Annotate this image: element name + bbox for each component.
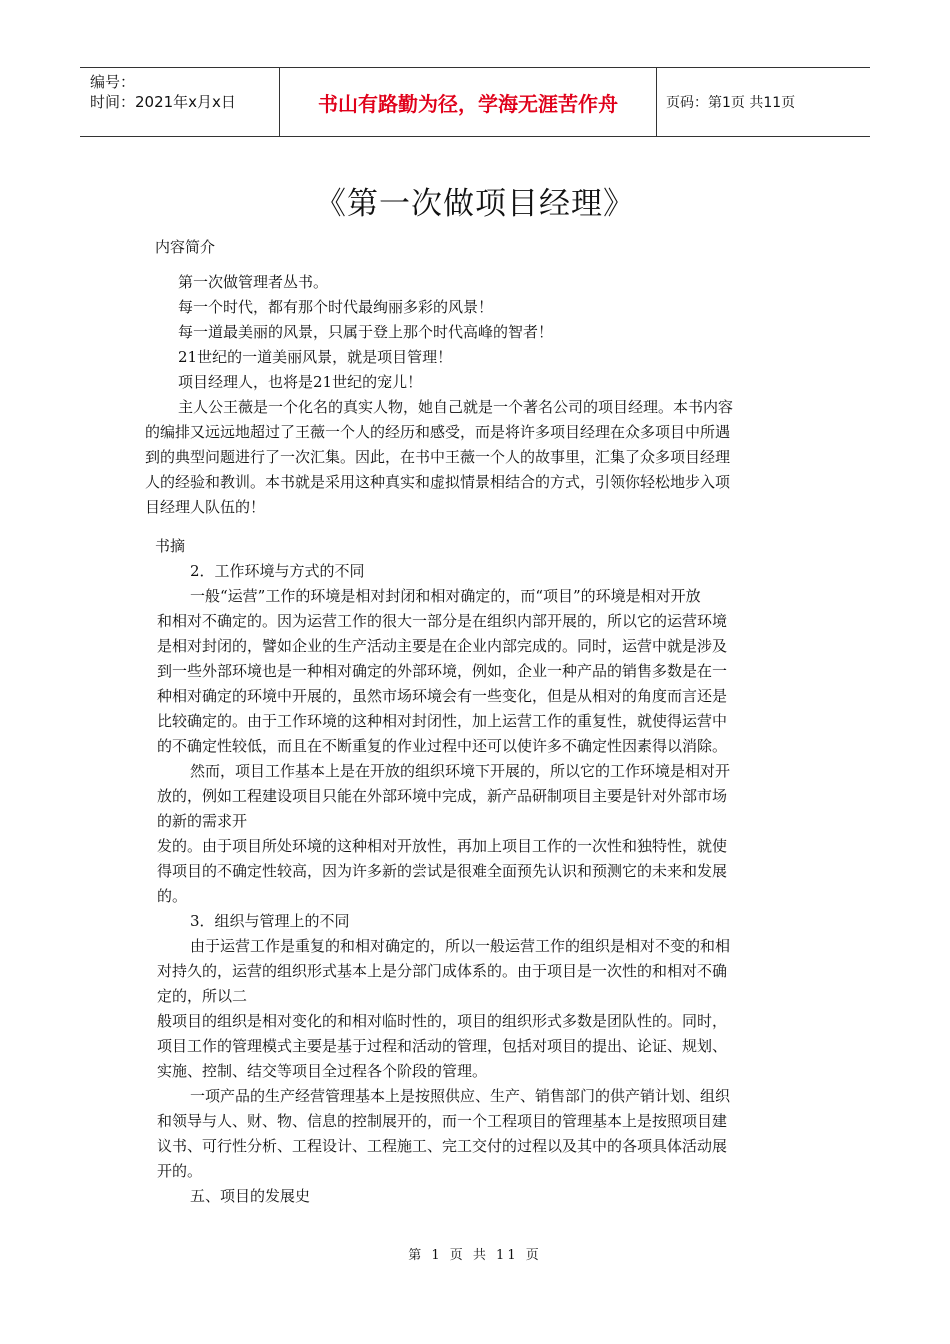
paragraph-line: 对持久的，运营的组织形式基本上是分部门成体系的。由于项目是一次性的和相对不确 (157, 962, 728, 980)
motto: 书山有路勤为径，学海无涯苦作舟 (280, 68, 657, 136)
paragraph-line: 得项目的不确定性较高，因为许多新的尝试是很难全面预先认识和预测它的未来和发展 (157, 862, 728, 880)
intro-line: 主人公王薇是一个化名的真实人物，她自己就是一个著名公司的项目经理。本书内容 (178, 398, 734, 416)
page-footer: 第 1 页 共 11 页 (408, 1248, 542, 1263)
paragraph-line: 项目工作的管理模式主要是基于过程和活动的管理，包括对项目的提出、论证、规划、 (157, 1037, 728, 1055)
paragraph-line: 发的。由于项目所处环境的这种相对开放性，再加上项目工作的一次性和独特性，就使 (157, 837, 728, 855)
paragraph-line: 般项目的组织是相对变化的和相对临时性的，项目的组织形式多数是团队性的。同时， (157, 1012, 728, 1030)
intro-line: 的编排又远远地超过了王薇一个人的经历和感受，而是将许多项目经理在众多项目中所遇 (145, 423, 731, 441)
intro-line: 21世纪的一道美丽风景，就是项目管理！ (178, 348, 453, 366)
paragraph-line: 是相对封闭的，譬如企业的生产活动主要是在企业内部完成的。同时，运营中就是涉及 (157, 637, 728, 655)
page-header (80, 67, 870, 137)
paragraph-line: 放的，例如工程建设项目只能在外部环境中完成，新产品研制项目主要是针对外部市场 (157, 787, 728, 805)
paragraph-line: 然而，项目工作基本上是在开放的组织环境下开展的，所以它的工作环境是相对开 (190, 762, 731, 780)
section-heading: 五、项目的发展史 (190, 1187, 311, 1205)
paragraph-line: 到一些外部环境也是一种相对确定的外部环境，例如，企业一种产品的销售多数是在一 (157, 662, 728, 680)
paragraph-line: 种相对确定的环境中开展的，虽然市场环境会有一些变化，但是从相对的角度而言还是 (157, 687, 728, 705)
document-title: 《第一次做项目经理》 (315, 186, 635, 222)
header-meta-cell (80, 68, 280, 136)
page-info: 页码：第1页 共11页 (666, 95, 796, 111)
date-label: 时间：2021年x月x日 (90, 93, 236, 111)
paragraph-line: 开的。 (157, 1162, 203, 1180)
section-heading: 3．组织与管理上的不同 (190, 912, 350, 930)
paragraph-line: 定的，所以二 (157, 987, 248, 1005)
paragraph-line: 的不确定性较低，而且在不断重复的作业过程中还可以使许多不确定性因素得以消除。 (157, 737, 728, 755)
paragraph-line: 一项产品的生产经营管理基本上是按照供应、生产、销售部门的供产销计划、组织 (190, 1087, 731, 1105)
intro-line: 每一个时代，都有那个时代最绚丽多彩的风景！ (178, 298, 494, 316)
intro-heading: 内容简介 (155, 238, 216, 256)
paragraph-line: 议书、可行性分析、工程设计、工程施工、完工交付的过程以及其中的各项具体活动展 (157, 1137, 728, 1155)
paragraph-line: 和领导与人、财、物、信息的控制展开的，而一个工程项目的管理基本上是按照项目建 (157, 1112, 728, 1130)
paragraph-line: 一般“运营”工作的环境是相对封闭和相对确定的，而“项目”的环境是相对开放 (190, 587, 701, 605)
intro-line: 每一道最美丽的风景，只属于登上那个时代高峰的智者！ (178, 323, 554, 341)
serial-label: 编号： (90, 73, 136, 91)
excerpt-heading: 书摘 (155, 537, 186, 555)
paragraph-line: 和相对不确定的。因为运营工作的很大一部分是在组织内部开展的，所以它的运营环境 (157, 612, 728, 630)
intro-line: 到的典型问题进行了一次汇集。因此，在书中王薇一个人的故事里，汇集了众多项目经理 (145, 448, 731, 466)
intro-line: 第一次做管理者丛书。 (178, 273, 329, 291)
intro-line: 项目经理人，也将是21世纪的宠儿！ (178, 373, 423, 391)
paragraph-line: 实施、控制、结交等项目全过程各个阶段的管理。 (157, 1062, 488, 1080)
intro-line: 人的经验和教训。本书就是采用这种真实和虚拟情景相结合的方式，引领你轻松地步入项 (145, 473, 731, 491)
paragraph-line: 的新的需求开 (157, 812, 248, 830)
paragraph-line: 的。 (157, 887, 188, 905)
intro-line: 目经理人队伍的！ (145, 498, 266, 516)
paragraph-line: 由于运营工作是重复的和相对确定的，所以一般运营工作的组织是相对不变的和相 (190, 937, 731, 955)
paragraph-line: 比较确定的。由于工作环境的这种相对封闭性，加上运营工作的重复性，就使得运营中 (157, 712, 728, 730)
section-heading: 2．工作环境与方式的不同 (190, 562, 365, 580)
